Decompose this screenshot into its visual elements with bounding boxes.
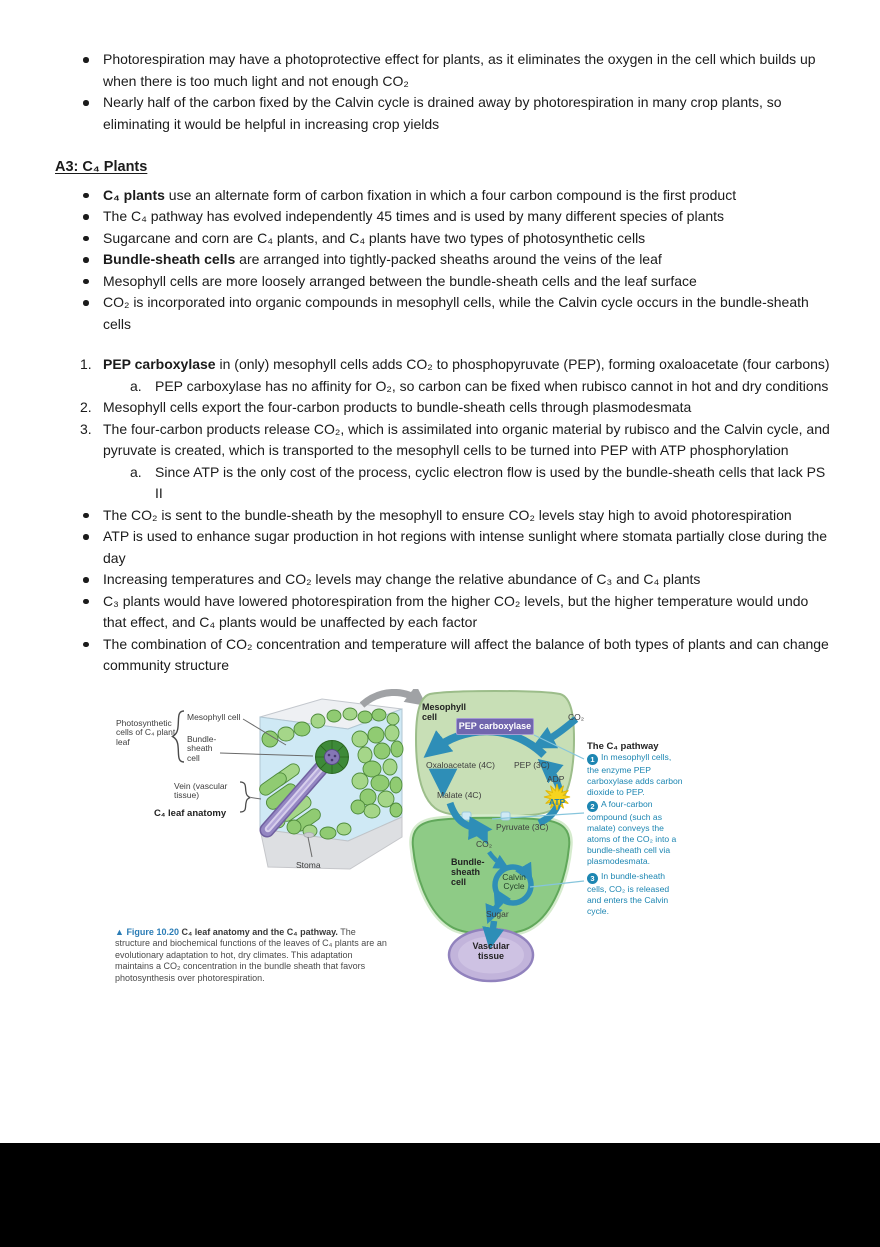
bullet-item — [55, 591, 830, 634]
letter-marker: a. — [130, 463, 142, 480]
mesophyll-cell-anatomy-label: Mesophyll cell — [187, 711, 241, 722]
number-marker: 1. — [80, 356, 92, 372]
lettered-sub-item — [130, 462, 830, 505]
numbered-step-item — [55, 419, 830, 505]
bullet-item — [55, 206, 830, 228]
bullet-item — [55, 185, 830, 207]
vein-brace — [240, 782, 251, 812]
item-text: Mesophyll cells export the four-carbon products to bundle-sheath cells through plasmodesmata — [103, 399, 692, 415]
bullet-item — [55, 634, 830, 677]
sugar-label: Sugar — [486, 908, 509, 919]
figure-caption — [115, 927, 389, 985]
process-step-list — [55, 354, 830, 505]
bundle-sheath-ring-art — [316, 740, 349, 773]
item-text: ATP is used to enhance sugar production in hot regions with intense sunlight where stomata partially close during the day — [103, 528, 828, 566]
caption-triangle-icon: ▲ — [115, 926, 124, 937]
pep-label: PEP (3C) — [514, 759, 550, 770]
numbered-step-item — [55, 397, 830, 419]
calvin-cycle-label: Calvin Cycle — [502, 871, 526, 892]
item-text: PEP carboxylase has no affinity for O₂, so carbon can be fixed when rubisco cannot in hot and dry conditions — [155, 377, 829, 394]
step-3-number-badge: 3 — [587, 873, 598, 884]
item-text: C₄ plants use an alternate form of carbon fixation in which a four carbon compound is the first product — [103, 186, 737, 203]
pathway-step-2 — [587, 799, 684, 867]
bundle-sheath-pathway-label: Bundle- sheath cell — [451, 856, 485, 887]
c4-bullet-list — [55, 185, 830, 336]
lettered-sub-item — [130, 376, 830, 398]
number-marker: 2. — [80, 399, 92, 415]
bundle-sheath-anatomy-label: Bundle- sheath cell — [187, 733, 217, 764]
bullet-item — [55, 505, 830, 527]
co2-release-label: CO₂ — [476, 838, 493, 849]
numbered-step-item — [55, 354, 830, 397]
c4-leaf-anatomy-title: C₄ leaf anatomy — [154, 807, 227, 819]
bullet-item — [55, 569, 830, 591]
pathway-step-1 — [587, 752, 684, 798]
item-text: C₃ plants would have lowered photorespiration from the higher CO₂ levels, but the higher temperature would undo that effect, and C₄ plants would be unaffected by each factor — [103, 592, 809, 630]
step-1-number-badge: 1 — [587, 754, 598, 765]
c4-pathway-heading: The C₄ pathway — [587, 740, 659, 752]
caption-figure-number: Figure 10.20 — [126, 926, 179, 937]
co2-in-label: CO₂ — [568, 711, 585, 722]
item-text: Photorespiration may have a photoprotective effect for plants, as it eliminates the oxygen in the cell which builds up when there is too much light and not enough CO₂ — [103, 51, 816, 89]
pathway-step-3 — [587, 871, 684, 917]
item-text: Mesophyll cells are more loosely arranged between the bundle-sheath cells and the leaf surface — [103, 272, 697, 289]
item-text: PEP carboxylase in (only) mesophyll cells adds CO₂ to phosphopyruvate (PEP), forming oxaloacetate (four carbons) a. PEP carboxylase has no affinity for O₂, so carbon can be fixed when rubisco cannot in hot and dry conditions — [103, 354, 830, 397]
number-marker: 3. — [80, 420, 92, 437]
item-text: Nearly half of the carbon fixed by the Calvin cycle is drained away by photorespiration in many crop plants, so eliminating it would be helpful in increasing crop yields — [103, 94, 782, 132]
step-2-text: A four-carbon compound (such as malate) conveys the atoms of the CO₂ into a bundle-sheath cell via plasmodesmata. — [587, 798, 677, 866]
stoma-art — [304, 832, 314, 837]
item-text: Bundle-sheath cells are arranged into tightly-packed sheaths around the veins of the leaf — [103, 251, 662, 267]
caption-title: C₄ leaf anatomy and the C₄ pathway. — [181, 926, 338, 937]
sub-step-list — [130, 376, 830, 398]
bullet-item — [55, 292, 830, 335]
bullet-item — [55, 228, 830, 250]
bullet-item — [55, 92, 830, 135]
item-text: Increasing temperatures and CO₂ levels may change the relative abundance of C₃ and C₄ plants — [103, 571, 701, 587]
vein-label: Vein (vascular tissue) — [174, 780, 228, 801]
item-text: Since ATP is the only cost of the process, cyclic electron flow is used by the bundle-sheath cells that lack PS II — [155, 463, 826, 501]
item-text: The four-carbon products release CO₂, which is assimilated into organic material by rubisco and the Calvin cycle, and pyruvate is created, which is transported to the mesophyll cells to be turned into PEP with ATP phosphorylation a. Since ATP is the only cost of the process, cyclic electron flow is used by the bundle-sheath cells that lack PS II — [103, 419, 830, 505]
item-text: The CO₂ is sent to the bundle-sheath by the mesophyll to ensure CO₂ levels stay high to avoid photorespiration — [103, 506, 792, 523]
closing-bullet-list — [55, 505, 830, 677]
pyruvate-label: Pyruvate (3C) — [496, 821, 549, 832]
bullet-item — [55, 249, 830, 271]
pep-carboxylase-box: PEP carboxylase — [456, 718, 534, 735]
bullet-item — [55, 49, 830, 92]
section-heading: A3: C₄ Plants — [55, 159, 148, 175]
item-text: The combination of CO₂ concentration and temperature will affect the balance of both types of plants and can change community structure — [103, 635, 829, 673]
step-3-text: In bundle-sheath cells, CO₂ is released and enters the Calvin cycle. — [587, 870, 670, 916]
atp-label: ATP — [548, 796, 566, 807]
bottom-black-bar — [0, 1143, 880, 1247]
mesophyll-cell-pathway-label: Mesophyll cell — [422, 701, 467, 722]
item-text: Sugarcane and corn are C₄ plants, and C₄ plants have two types of photosynthetic cells — [103, 229, 646, 246]
malate-label: Malate (4C) — [437, 789, 482, 800]
item-text: CO₂ is incorporated into organic compounds in mesophyll cells, while the Calvin cycle occurs in the bundle-sheath cells — [103, 294, 809, 332]
photosynthetic-cells-label: Photosynthetic cells of C₄ plant leaf — [116, 717, 176, 748]
oxaloacetate-label: Oxaloacetate (4C) — [426, 759, 495, 770]
letter-marker: a. — [130, 377, 142, 394]
step-2-number-badge: 2 — [587, 801, 598, 812]
transition-arrow — [362, 692, 420, 705]
figure-10-20 — [110, 689, 685, 1001]
sub-step-list — [130, 462, 830, 505]
item-text: The C₄ pathway has evolved independently 45 times and is used by many different species of plants — [103, 208, 725, 224]
intro-bullet-list — [55, 49, 830, 135]
bullet-item — [55, 271, 830, 293]
bullet-item — [55, 526, 830, 569]
vascular-tissue-label: Vascular tissue — [472, 940, 510, 961]
caption-body: The structure and biochemical functions of the leaves of C₄ plants are an evolutionary adaptation to hot, dry climates. This adaptation maintains a CO₂ concentration in the bundle sheath that favors photosynthesis over photorespiration. — [115, 926, 387, 983]
adp-label: ADP — [547, 773, 565, 784]
stoma-label: Stoma — [296, 859, 321, 870]
step-1-text: In mesophyll cells, the enzyme PEP carboxylase adds carbon dioxide to PEP. — [587, 751, 683, 797]
